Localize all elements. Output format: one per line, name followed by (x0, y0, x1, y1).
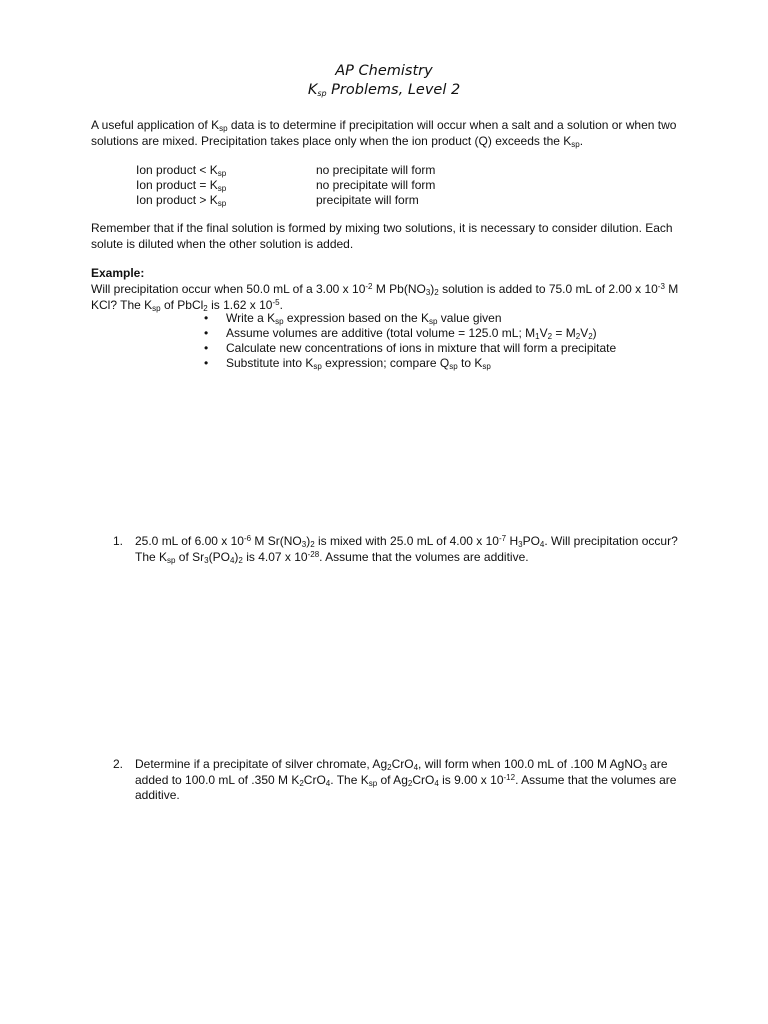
ion-result-equal: no precipitate will form (316, 178, 436, 192)
ion-condition-less: Ion product < $K_{sp}$ (136, 163, 227, 178)
intro-paragraph: A useful application of $K_{sp}$ data is to determine if precipitation will occur when a salt and a solution or when two solutions are mixed. Precipitation takes place only when the ion product (Q) exceeds the $K_{sp}$. (91, 118, 677, 149)
example-heading: Example: (91, 266, 145, 280)
problem-text: Determine if a precipitate of silver chromate, $Ag_2CrO_4$, will form when 100.0 mL of .100 M AgNO$_3$ are added to 100.0 mL of .350 M $K_2CrO_4$. The $K_{sp}$ of $Ag_2CrO_4$ is 9.00 x $10^{-12}$. Assume that the volumes are additive. (135, 757, 677, 802)
problem-number: 2. (113, 757, 124, 771)
page-subtitle: $K_{sp}$ Problems, Level 2 (307, 82, 461, 98)
bullet-dot-icon: • (204, 311, 209, 325)
bullet-dot-icon: • (204, 356, 209, 370)
problem-number: 1. (113, 534, 124, 548)
ion-result-greater: precipitate will form (316, 193, 419, 207)
ion-result-less: no precipitate will form (316, 163, 436, 177)
bullet-text: Assume volumes are additive (total volume = 125.0 mL; $M_1V_2 = M_2V_2$) (226, 326, 597, 341)
bullet-dot-icon: • (204, 326, 209, 340)
page-title: AP Chemistry (335, 63, 433, 79)
bullet-text: Calculate new concentrations of ions in mixture that will form a precipitate (226, 341, 617, 355)
ion-condition-greater: Ion product > $K_{sp}$ (136, 193, 227, 208)
problem-text: 25.0 mL of 6.00 x $10^{-6}$ M $Sr(NO_3)_2$ is mixed with 25.0 mL of 4.00 x $10^{-7}$ $H_3PO_4$. Will precipitation occur? The $K_{sp}$ of $Sr_3(PO_4)_2$ is 4.07 x $10^{-28}$. Assume that the volumes are additive. (135, 534, 678, 565)
example-question: Will precipitation occur when 50.0 mL of a 3.00 x $10^{-2}$ M $Pb(NO_3)_2$ solution is added to 75.0 mL of 2.00 x $10^{-3}$ M KCl? The $K_{sp}$ of PbCl$_2$ is 1.62 x $10^{-5}$. (91, 282, 679, 313)
bullet-text: Substitute into $K_{sp}$ expression; compare $Q_{sp}$ to $K_{sp}$ (226, 356, 491, 371)
bullet-dot-icon: • (204, 341, 209, 355)
ion-condition-equal: Ion product = $K_{sp}$ (136, 178, 227, 193)
bullet-text: Write a $K_{sp}$ expression based on the $K_{sp}$ value given (226, 311, 502, 326)
dilution-note: Remember that if the final solution is formed by mixing two solutions, it is necessary to consider dilution. Each solute is diluted when the other solution is added. (91, 221, 673, 251)
